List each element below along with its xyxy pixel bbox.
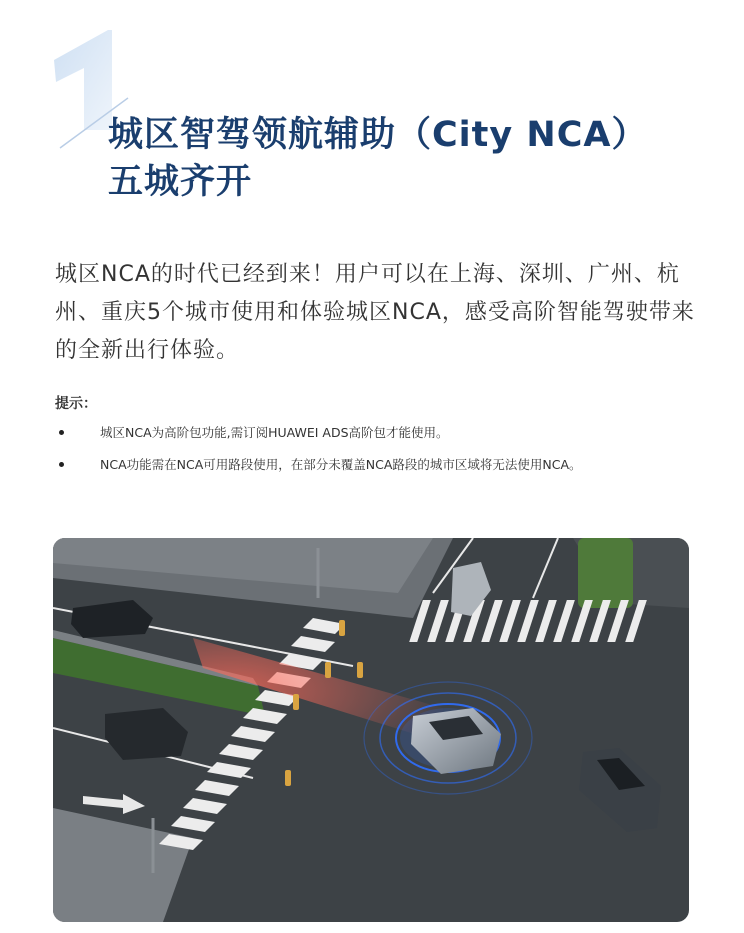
bullet-icon — [59, 430, 64, 435]
headline-line-2: 五城齐开 — [108, 162, 253, 202]
tip-text: 城区NCA为高阶包功能,需订阅HUAWEI ADS高阶包才能使用。 — [100, 425, 449, 440]
tip-text: NCA功能需在NCA可用路段使用，在部分未覆盖NCA路段的城市区域将无法使用NCA。 — [100, 457, 582, 472]
intersection-illustration — [53, 538, 689, 922]
tip-item — [55, 424, 715, 442]
tips-label: 提示： — [55, 396, 97, 412]
headline-line-1: 城区智驾领航辅助（City NCA） — [108, 115, 648, 155]
tips-list — [55, 424, 715, 488]
intro-paragraph: 城区NCA的时代已经到来！用户可以在上海、深圳、广州、杭州、重庆5个城市使用和体验城区NCA，感受高阶智能驾驶带来的全新出行体验。 — [55, 262, 695, 363]
tip-item — [55, 456, 715, 474]
page-headline — [108, 112, 647, 206]
bullet-icon — [59, 462, 64, 467]
